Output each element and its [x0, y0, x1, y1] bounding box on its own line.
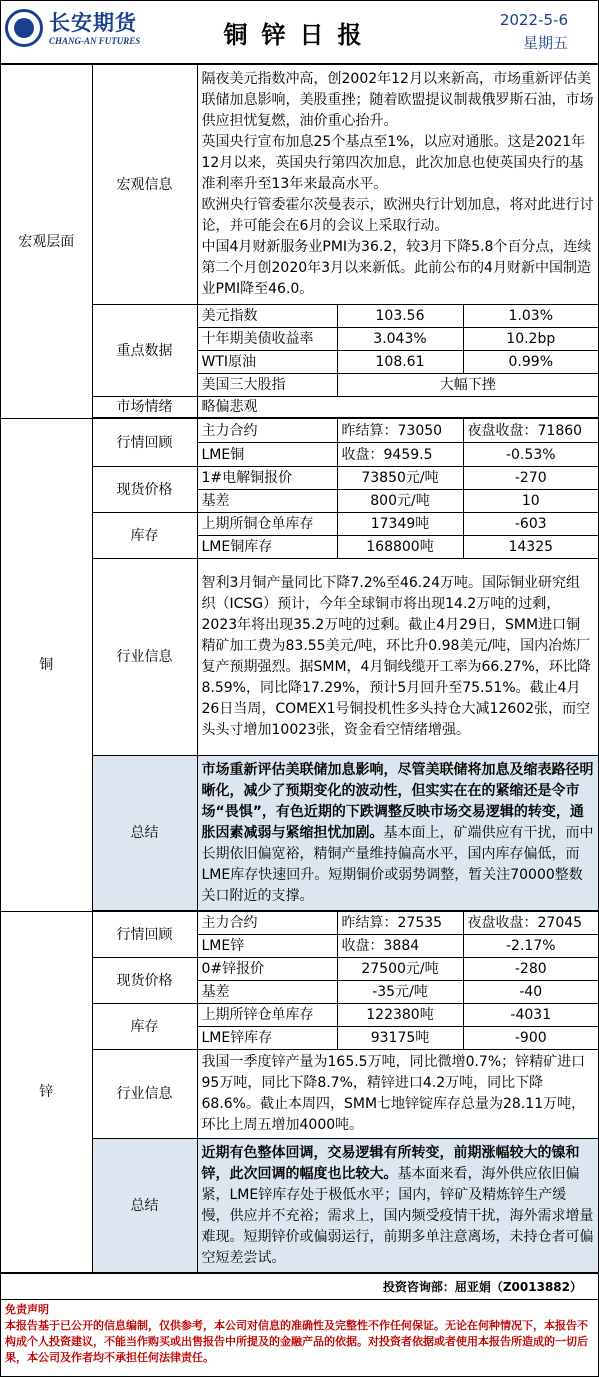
- zinc-industry-label: 行业信息: [92, 1050, 197, 1139]
- copper-spot-cell: -270: [463, 467, 598, 490]
- zinc-summary-text: [197, 1139, 598, 1273]
- zinc-review-cell: 主力合约: [197, 912, 337, 935]
- key-data-value: 103.56: [337, 305, 463, 328]
- key-data-name: 美元指数: [197, 305, 337, 328]
- report-date: 2022-5-6: [499, 11, 568, 29]
- copper-spot-cell: 基差: [197, 490, 337, 513]
- zinc-spot-cell: 基差: [197, 981, 337, 1004]
- zinc-review-cell: -2.17%: [463, 935, 598, 958]
- zinc-inventory-cell: 上期所锌仓单库存: [197, 1004, 337, 1027]
- copper-review-cell: LME铜: [197, 443, 337, 467]
- key-data-change: 1.03%: [463, 305, 598, 328]
- zinc-summary-plain: 基本面来看，海外供应依旧偏紧，LME锌库存处于极低水平；国内，锌矿及精炼锌生产缓慢，供应并不充裕；需求上，国内频受疫情干扰，海外需求增量难现。短期锌价或偏弱运行，前期多单注意离场，未持仓者可偏空短差尝试。: [201, 1165, 594, 1266]
- zinc-inventory-cell: 122380吨: [337, 1004, 463, 1027]
- key-data-value: 3.043%: [337, 328, 463, 351]
- copper-inventory-label: 库存: [92, 513, 197, 559]
- zinc-industry-text: 我国一季度锌产量为165.5万吨，同比微增0.7%；锌精矿进口95万吨，同比下降8.7%，精锌进口4.2万吨，同比下降68.6%。截止本周四，SMM七地锌锭库存总量为28.11万吨，环比上周五增加4000吨。: [197, 1050, 598, 1139]
- report-header: [1, 1, 598, 64]
- zinc-spot-cell: 27500元/吨: [337, 958, 463, 981]
- copper-inventory-cell: 上期所铜仓单库存: [197, 513, 337, 536]
- copper-spot-cell: 800元/吨: [337, 490, 463, 513]
- zinc-review-cell: 夜盘收盘：27045: [463, 912, 598, 935]
- macro-paragraph: 中国4月财新服务业PMI为36.2，较3月下降5.8个百分点，连续第二个月创2020年3月以来新低。此前公布的4月财新中国制造业PMI降至46.0。: [201, 239, 592, 297]
- sentiment-value: 略偏悲观: [197, 397, 598, 418]
- copper-inventory-cell: LME铜库存: [197, 536, 337, 559]
- logo-cn-text: 长安期货: [49, 11, 137, 35]
- key-data-value: 108.61: [337, 351, 463, 374]
- logo-en-text: CHANG-AN FUTURES: [49, 36, 141, 46]
- zinc-review-cell: 收盘：3884: [337, 935, 463, 958]
- macro-info-text: [197, 65, 598, 305]
- copper-review-cell: -0.53%: [463, 443, 598, 467]
- sentiment-label: 市场情绪: [92, 397, 197, 418]
- copper-spot-cell: 1#电解铜报价: [197, 467, 337, 490]
- copper-industry-text: 智利3月铜产量同比下降7.2%至46.24万吨。国际铜业研究组织（ICSG）预计，今年全球铜市将出现14.2万吨的过剩，2023年将出现35.2万吨的过剩。截止4月29日，SMM进口铜精矿加工费为83.55美元/吨，环比升0.98美元/吨，国内冶炼厂复产预期强烈。据SMM，4月铜线缆开工率为66.27%，环比降8.59%，同比降17.29%，预计5月回升至75.51%。截止4月26日当周，COMEX1号铜投机性多头持仓大减12602张，而空头头寸增加10023张，资金看空情绪增强。: [197, 559, 598, 756]
- report-table: [1, 64, 598, 1273]
- stock-index-value: 大幅下挫: [337, 374, 598, 397]
- disclaimer-title: 免责声明: [5, 1303, 49, 1316]
- section-copper: 铜: [1, 419, 92, 912]
- zinc-spot-label: 现货价格: [92, 958, 197, 1004]
- macro-info-label: 宏观信息: [92, 65, 197, 305]
- zinc-review-cell: 昨结算：27535: [337, 912, 463, 935]
- copper-summary-label: 总结: [92, 756, 197, 911]
- copper-industry-label: 行业信息: [92, 559, 197, 756]
- key-data-name: WTI原油: [197, 351, 337, 374]
- disclaimer: [1, 1300, 598, 1368]
- zinc-spot-cell: -280: [463, 958, 598, 981]
- copper-review-cell: 夜盘收盘：71860: [463, 419, 598, 443]
- zinc-review-cell: LME锌: [197, 935, 337, 958]
- section-macro: 宏观层面: [1, 65, 92, 419]
- zinc-spot-cell: 0#锌报价: [197, 958, 337, 981]
- zinc-inventory-cell: -4031: [463, 1004, 598, 1027]
- copper-inventory-cell: 168800吨: [337, 536, 463, 559]
- zinc-inventory-label: 库存: [92, 1004, 197, 1050]
- key-data-name: 十年期美债收益率: [197, 328, 337, 351]
- disclaimer-text: 本报告基于已公开的信息编制，仅供参考，本公司对信息的准确性及完整性不作任何保证。无论在何种情况下，本报告不构成个人投资建议，不能当作购买或出售报告中所提及的金融产品的依据。对投资者依据或者使用本报告所造成的一切后果，本公司及作者均不承担任何法律责任。: [5, 1319, 588, 1364]
- copper-inventory-cell: 14325: [463, 536, 598, 559]
- copper-summary-bold: 市场重新评估美联储加息影响，尽管美联储将加息及缩表路径明晰化，减少了预期变化的波动性，但实实在在的紧缩还是令市场“畏惧”，有色近期的下跌调整反映市场交易逻辑的转变，通胀因素减弱与紧缩担忧加剧。: [201, 761, 594, 841]
- copper-review-cell: 主力合约: [197, 419, 337, 443]
- zinc-summary-label: 总结: [92, 1139, 197, 1273]
- section-zinc: 锌: [1, 912, 92, 1273]
- copper-spot-cell: 73850元/吨: [337, 467, 463, 490]
- report-weekday: 星期五: [522, 34, 568, 52]
- copper-review-cell: 昨结算：73050: [337, 419, 463, 443]
- copper-review-label: 行情回顾: [92, 419, 197, 467]
- macro-paragraph: 隔夜美元指数冲高，创2002年12月以来新高，市场重新评估美联储加息影响，美股重挫；随着欧盟提议制裁俄罗斯石油，市场供应担忧复燃，油价重心抬升。: [201, 71, 594, 129]
- macro-paragraph: 英国央行宣布加息25个基点至1%，以应对通胀。这是2021年12月以来，英国央行第四次加息，此次加息也使英国央行的基准利率升至13年来最高水平。: [201, 134, 586, 192]
- zinc-summary-bold: 近期有色整体回调，交易逻辑有所转变，前期涨幅较大的镍和锌，此次回调的幅度也比较大。: [201, 1144, 580, 1182]
- zinc-inventory-cell: -900: [463, 1027, 598, 1050]
- macro-key-label: 重点数据: [92, 305, 197, 397]
- key-data-change: 10.2bp: [463, 328, 598, 351]
- copper-summary-text: [197, 756, 598, 911]
- stock-index-name: 美国三大股指: [197, 374, 337, 397]
- macro-paragraph: 欧洲央行管委霍尔茨曼表示，欧洲央行计划加息，将对此进行讨论，并可能会在6月的会议上采取行动。: [201, 197, 594, 234]
- zinc-spot-cell: -35元/吨: [337, 981, 463, 1004]
- copper-spot-label: 现货价格: [92, 467, 197, 513]
- zinc-review-label: 行情回顾: [92, 912, 197, 958]
- zinc-inventory-cell: 93175吨: [337, 1027, 463, 1050]
- contact-line: 投资咨询部：屈亚娟（Z0013882）: [1, 1273, 598, 1300]
- zinc-spot-cell: -40: [463, 981, 598, 1004]
- copper-summary-plain: 基本面上，矿端供应有干扰，而中长期依旧偏宽裕，精铜产量维持偏高水平，国内库存偏低，而LME库存快速回升。短期铜价或弱势调整，暂关注70000整数关口附近的支撑。: [201, 824, 594, 904]
- copper-spot-cell: 10: [463, 490, 598, 513]
- key-data-change: 0.99%: [463, 351, 598, 374]
- copper-inventory-cell: -603: [463, 513, 598, 536]
- copper-inventory-cell: 17349吨: [337, 513, 463, 536]
- report-title: 铜锌日报: [223, 21, 376, 49]
- copper-review-cell: 收盘：9459.5: [337, 443, 463, 467]
- zinc-inventory-cell: LME锌库存: [197, 1027, 337, 1050]
